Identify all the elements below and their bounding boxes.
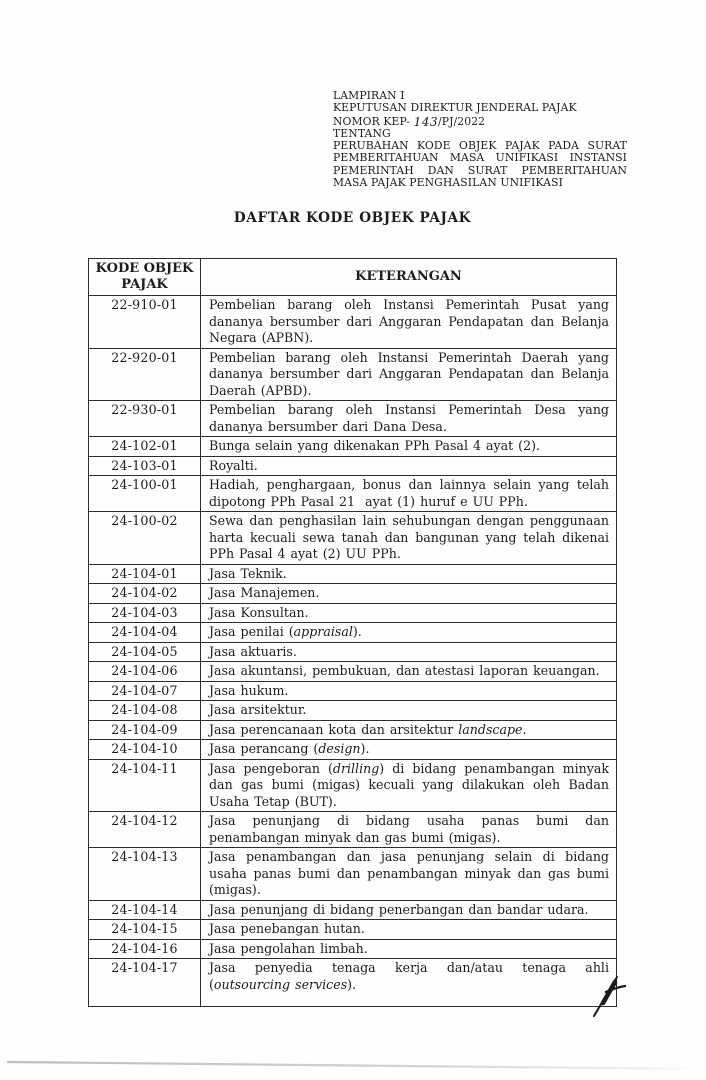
kode-column-header: KODE OBJEK PAJAK: [89, 259, 201, 296]
keterangan-cell: Jasa Teknik.: [201, 564, 617, 584]
keterangan-cell: Jasa pengolahan limbah.: [201, 939, 617, 959]
kode-cell: 24-104-10: [89, 740, 201, 760]
keterangan-cell: Bunga selain yang dikenakan PPh Pasal 4 ayat (2).: [201, 437, 617, 457]
table-row: [89, 623, 617, 643]
table-row: [89, 812, 617, 848]
nomor-suffix: /PJ/2022: [437, 114, 486, 128]
keterangan-cell: Jasa penilai (appraisal).: [201, 623, 617, 643]
keterangan-cell: Jasa akuntansi, pembukuan, dan atestasi laporan keuangan.: [201, 662, 617, 682]
table-row: [89, 564, 617, 584]
table-row: [89, 759, 617, 812]
table-row: [89, 681, 617, 701]
kode-cell: 24-104-15: [89, 920, 201, 940]
nomor-handwritten-number: 143: [413, 114, 438, 129]
letterhead-block: [333, 90, 627, 189]
kode-cell: 22-930-01: [89, 401, 201, 437]
keterangan-cell: Jasa penebangan hutan.: [201, 920, 617, 940]
paraph-mark-icon: [591, 973, 629, 1019]
keterangan-cell: Jasa perancang (design).: [201, 740, 617, 760]
lampiran-line: LAMPIRAN I: [333, 89, 405, 102]
kode-cell: 24-104-11: [89, 759, 201, 812]
kode-cell: 24-100-02: [89, 512, 201, 565]
kode-cell: 24-104-14: [89, 900, 201, 920]
kode-cell: 24-104-02: [89, 584, 201, 604]
keterangan-cell: Jasa Konsultan.: [201, 603, 617, 623]
kode-cell: 24-104-01: [89, 564, 201, 584]
keputusan-line: KEPUTUSAN DIREKTUR JENDERAL PAJAK: [333, 101, 577, 115]
table-row: [89, 642, 617, 662]
kode-cell: 24-104-06: [89, 662, 201, 682]
tax-object-code-table: [88, 258, 617, 1007]
kode-cell: 24-104-09: [89, 720, 201, 740]
kode-cell: 24-104-08: [89, 701, 201, 721]
kode-cell: 24-104-17: [89, 959, 201, 1007]
keterangan-cell: Jasa penunjang di bidang usaha panas bumi dan penambangan minyak dan gas bumi (migas).: [201, 812, 617, 848]
keterangan-cell: Jasa penunjang di bidang penerbangan dan bandar udara.: [201, 900, 617, 920]
nomor-prefix: NOMOR KEP-: [333, 114, 414, 128]
table-row: [89, 603, 617, 623]
kode-cell: 24-104-12: [89, 812, 201, 848]
keterangan-cell: Jasa arsitektur.: [201, 701, 617, 721]
kode-cell: 24-104-05: [89, 642, 201, 662]
keterangan-cell: Jasa penambangan dan jasa penunjang selain di bidang usaha panas bumi dan penambangan minyak dan gas bumi (migas).: [201, 848, 617, 901]
scan-shadow-line: [0, 1056, 706, 1072]
keterangan-cell: Jasa pengeboran (drilling) di bidang penambangan minyak dan gas bumi (migas) kecuali yang dilakukan oleh Badan Usaha Tetap (BUT).: [201, 759, 617, 812]
nomor-line: [333, 115, 627, 128]
keterangan-cell: Royalti.: [201, 456, 617, 476]
table-row: [89, 900, 617, 920]
table-row: [89, 720, 617, 740]
kode-cell: 22-910-01: [89, 296, 201, 349]
keterangan-cell: Pembelian barang oleh Instansi Pemerintah Daerah yang dananya bersumber dari Anggaran Pendapatan dan Belanja Daerah (APBD).: [201, 348, 617, 401]
subject-paragraph: PERUBAHAN KODE OBJEK PAJAK PADA SURAT PEMBERITAHUAN MASA UNIFIKASI INSTANSI PEMERINTAH DAN SURAT PEMBERITAHUAN MASA PAJAK PENGHASILAN UNIFIKASI: [333, 139, 627, 190]
keterangan-cell: Hadiah, penghargaan, bonus dan lainnya selain yang telah dipotong PPh Pasal 21 ayat (1) huruf e UU PPh.: [201, 476, 617, 512]
table-row: [89, 701, 617, 721]
table-row: [89, 476, 617, 512]
kode-cell: 24-104-04: [89, 623, 201, 643]
table-row: [89, 296, 617, 349]
kode-cell: 24-100-01: [89, 476, 201, 512]
table-row: [89, 662, 617, 682]
keterangan-cell: Jasa perencanaan kota dan arsitektur landscape.: [201, 720, 617, 740]
keterangan-cell: Pembelian barang oleh Instansi Pemerintah Desa yang dananya bersumber dari Dana Desa.: [201, 401, 617, 437]
kode-cell: 24-104-16: [89, 939, 201, 959]
kode-cell: 24-104-07: [89, 681, 201, 701]
table-row: [89, 848, 617, 901]
table-row: [89, 959, 617, 1007]
table-row: [89, 401, 617, 437]
table-row: [89, 456, 617, 476]
table-row: [89, 939, 617, 959]
table-row: [89, 512, 617, 565]
keterangan-cell: Sewa dan penghasilan lain sehubungan dengan penggunaan harta kecuali sewa tanah dan bangunan yang telah dikenai PPh Pasal 4 ayat (2) UU PPh.: [201, 512, 617, 565]
tentang-label: TENTANG: [333, 126, 391, 140]
keterangan-cell: Jasa aktuaris.: [201, 642, 617, 662]
kode-cell: 24-104-03: [89, 603, 201, 623]
table-body: [89, 296, 617, 1007]
keterangan-column-header: KETERANGAN: [201, 259, 617, 296]
table-row: [89, 437, 617, 457]
kode-cell: 24-102-01: [89, 437, 201, 457]
keterangan-cell: Pembelian barang oleh Instansi Pemerintah Pusat yang dananya bersumber dari Anggaran Pendapatan dan Belanja Negara (APBN).: [201, 296, 617, 349]
table-row: [89, 920, 617, 940]
keterangan-cell: Jasa hukum.: [201, 681, 617, 701]
kode-cell: 22-920-01: [89, 348, 201, 401]
table-row: [89, 740, 617, 760]
table-row: [89, 348, 617, 401]
table-row: [89, 584, 617, 604]
keterangan-cell: Jasa penyedia tenaga kerja dan/atau tenaga ahli (outsourcing services).: [201, 959, 617, 1007]
table-header-row: [89, 259, 617, 296]
kode-cell: 24-103-01: [89, 456, 201, 476]
kode-cell: 24-104-13: [89, 848, 201, 901]
keterangan-cell: Jasa Manajemen.: [201, 584, 617, 604]
document-title: DAFTAR KODE OBJEK PAJAK: [233, 210, 472, 226]
